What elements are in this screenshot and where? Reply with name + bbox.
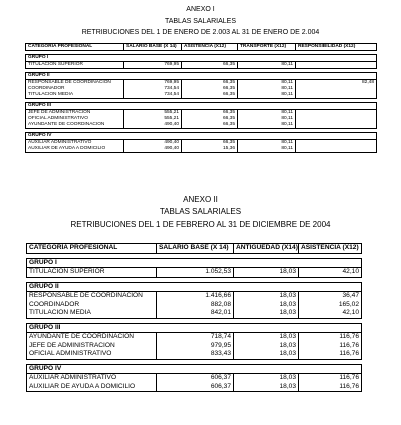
category-cell: AUXILIAR ADMINISTRATIVO [26,140,124,147]
group-label: GRUPO II [26,73,377,80]
group-label: GRUPO III [26,103,377,110]
group-row [26,103,377,110]
value-cell: 116,76 [299,333,362,342]
category-cell: TITULACIÓN SUPERIOR [26,62,124,69]
value-cell: 80,11 [238,110,296,117]
col-header-category: CATEGORÍA PROFESIONAL [26,44,124,51]
group-label: GRUPO I [26,55,377,62]
value-cell: 18,03 [234,350,299,359]
col-header-seniority: ANTIGÜEDAD (X14) [234,244,299,254]
value-cell [296,62,377,69]
category-cell: JEFE DE ADMINISTRACIÓN [27,342,157,351]
group-row [27,323,362,333]
value-cell: 18,03 [234,333,299,342]
category-cell: TITULACIÓN MEDIA [26,92,124,99]
annex-2-heading: ANEXO II [183,195,218,204]
value-cell: 116,76 [299,374,362,383]
value-cell: 734,54 [124,92,182,99]
value-cell: 80,11 [238,122,296,129]
salary-table-2004 [26,243,362,392]
value-cell: 66,35 [182,92,238,99]
value-cell: 80,11 [238,80,296,87]
value-cell: 769,95 [124,80,182,87]
value-cell [296,146,377,153]
value-cell: 66,35 [182,86,238,92]
value-cell: 116,76 [299,342,362,351]
category-cell: AYUNDANTE DE COORDINACIÓN [26,122,124,129]
value-cell: 18,03 [234,268,299,278]
value-cell: 66,35 [182,110,238,117]
category-cell: TITULACIÓN MEDIA [27,309,157,318]
table-row [27,309,362,318]
group-row [27,258,362,268]
col-header-base-salary: SALARIO BASE (X 14) [124,44,182,51]
value-cell: 80,11 [238,116,296,122]
value-cell: 606,37 [157,374,234,383]
table-body [27,253,362,392]
category-cell: TITULACIÓN SUPERIOR [27,268,157,278]
value-cell: 490,40 [124,122,182,129]
annex-2-subtitle: TABLAS SALARIALES [159,207,242,216]
group-row [27,282,362,292]
value-cell: 18,03 [234,342,299,351]
group-label: GRUPO I [27,258,362,268]
group-row [27,364,362,374]
table-row [27,292,362,301]
table-row [27,301,362,310]
value-cell: 490,40 [124,146,182,153]
table-row [27,350,362,359]
annex-1-period: RETRIBUCIONES DEL 1 DE ENERO DE 2.003 AL 31 DE ENERO DE 2.004 [81,29,320,36]
group-row [26,133,377,140]
value-cell: 979,95 [157,342,234,351]
value-cell: 842,01 [157,309,234,318]
value-cell: 18,03 [234,292,299,301]
value-cell: 606,37 [157,383,234,392]
value-cell: 80,11 [238,62,296,69]
table-row [27,268,362,278]
table-row [27,333,362,342]
category-cell: AYUNDANTE DE COORDINACIÓN [27,333,157,342]
category-cell: OFICIAL ADMINISTRATIVO [26,116,124,122]
value-cell: 66,35 [182,122,238,129]
group-label: GRUPO III [27,323,362,333]
col-header-attendance: ASISTENCIA (X12) [182,44,238,51]
col-header-base-salary: SALARIO BASE (X 14) [157,244,234,254]
value-cell: 18,03 [234,301,299,310]
group-row [26,55,377,62]
value-cell: 42,10 [299,268,362,278]
value-cell: 82,48 [296,80,377,87]
table-row [26,146,377,153]
category-cell: COORDINADOR [26,86,124,92]
value-cell: 18,03 [234,309,299,318]
category-cell: AUXILIAR ADMINISTRATIVO [27,374,157,383]
category-cell: COORDINADOR [27,301,157,310]
value-cell: 116,76 [299,350,362,359]
group-label: GRUPO II [27,282,362,292]
col-header-attendance: ASISTENCIA (X12) [299,244,362,254]
value-cell: 18,03 [234,374,299,383]
value-cell: 80,11 [238,92,296,99]
value-cell: 555,21 [124,116,182,122]
value-cell: 718,74 [157,333,234,342]
value-cell: 734,54 [124,86,182,92]
category-cell: AUXILIAR DE AYUDA A DOMICILIO [26,146,124,153]
annex-1-subtitle: TABLAS SALARIALES [164,18,237,25]
value-cell: 66,35 [182,62,238,69]
category-cell: JEFE DE ADMINISTRACIÓN [26,110,124,117]
value-cell: 1.052,53 [157,268,234,278]
group-label: GRUPO IV [27,364,362,374]
value-cell: 882,08 [157,301,234,310]
table-row [26,62,377,69]
value-cell: 116,76 [299,383,362,392]
value-cell: 18,03 [234,383,299,392]
annex-2-period: RETRIBUCIONES DEL 1 DE FEBRERO AL 31 DE DICIEMBRE DE 2004 [70,220,331,229]
table-body [26,51,377,153]
category-cell: AUXILIAR DE AYUDA A DOMICILIO [27,383,157,392]
category-cell: RESPONSABLE DE COORDINACIÓN [26,80,124,87]
col-header-responsibility: RESPONSIBILIDAD (X12) [296,44,377,51]
table-row [27,374,362,383]
group-row [26,73,377,80]
annex-1-heading: ANEXO I [186,6,215,13]
value-cell: 490,40 [124,140,182,147]
value-cell: 80,11 [238,146,296,153]
value-cell: 1.416,66 [157,292,234,301]
value-cell: 80,11 [238,86,296,92]
value-cell: 80,11 [238,140,296,147]
value-cell: 66,35 [182,116,238,122]
value-cell: 833,43 [157,350,234,359]
category-cell: RESPONSABLE DE COORDINACIÓN [27,292,157,301]
value-cell: 15,36 [182,146,238,153]
value-cell: 165,02 [299,301,362,310]
group-label: GRUPO IV [26,133,377,140]
salary-table-2003 [25,43,377,153]
value-cell: 66,35 [182,140,238,147]
col-header-transport: TRANSPORTE (X12) [238,44,296,51]
value-cell: 769,95 [124,62,182,69]
value-cell: 36,47 [299,292,362,301]
category-cell: OFICIAL ADMINISTRATIVO [27,350,157,359]
value-cell: 555,21 [124,110,182,117]
col-header-category: CATEGORÍA PROFESIONAL [27,244,157,254]
value-cell: 42,10 [299,309,362,318]
table-row [27,342,362,351]
value-cell: 66,35 [182,80,238,87]
table-row [27,383,362,392]
